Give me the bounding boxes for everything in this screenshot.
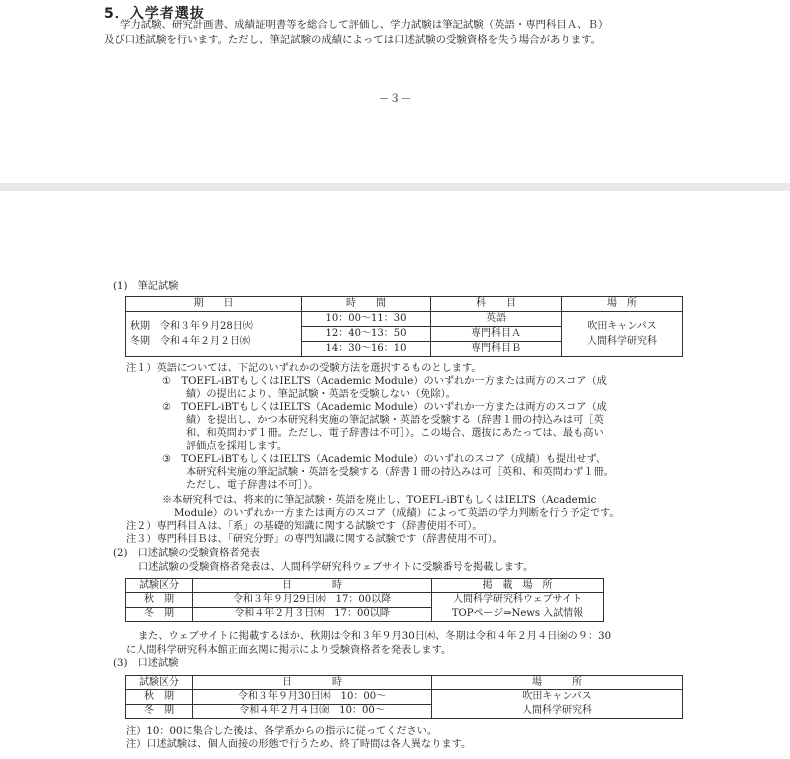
written-exam-table xyxy=(125,296,683,357)
announce-datetime-autumn: 令和３年９月29日㈬ 17：00以降 xyxy=(193,593,432,608)
oral-header-term: 試験区分 xyxy=(126,676,193,690)
place-line-2: 人間科学研究科 xyxy=(587,336,657,347)
note-1-option-1: ① TOEFL-iBTもしくはIELTS（Academic Module）のいずれか一方または両方のスコア（成 xyxy=(162,376,607,387)
announce-header-place: 掲 載 場 所 xyxy=(432,579,604,593)
oral-term-autumn: 秋 期 xyxy=(126,690,193,705)
note-1-remark-cont: Module）のいずれか一方または両方のスコア（成績）によって英語の学力判断を行う予定です。 xyxy=(174,508,620,519)
oral-exam-table xyxy=(125,675,683,719)
place-line-1: 吹田キャンパス xyxy=(587,321,657,332)
announce-after-line-1: また、ウェブサイトに掲載するほか、秋期は令和３年９月30日㈭、冬期は令和４年２月４日㈮の９：30 xyxy=(138,631,612,642)
note-2: 注２）専門科目Ａは、「系」の基礎的知識に関する試験です（辞書使用不可）。 xyxy=(126,521,483,532)
announce-header-datetime: 日 時 xyxy=(193,579,432,593)
oral-place-line-1: 吹田キャンパス xyxy=(522,691,592,702)
header-subject: 科 目 xyxy=(431,297,562,312)
note-3: 注３）専門科目Ｂは、「研究分野」の専門知識に関する試験です（辞書使用不可）。 xyxy=(126,534,503,545)
announce-header-term: 試験区分 xyxy=(126,579,193,593)
intro-line-1: 学力試験、研究計画書、成績証明書等を総合して評価し、学力試験は筆記試験（英語・専門科目Ａ、Ｂ） xyxy=(120,19,609,31)
note-1: 注１）英語については、下記のいずれかの受験方法を選択するものとします。 xyxy=(126,363,482,374)
time-slot-1: 10：00～11：30 xyxy=(302,312,431,327)
note-1-option-2-cont-2: 和、和英問わず１冊。ただし、電子辞書は不可］）。この場合、選抜にあたっては、最も高い xyxy=(186,428,604,439)
oral-header-place: 場 所 xyxy=(432,676,683,690)
note-1-option-2: ② TOEFL-iBTもしくはIELTS（Academic Module）のいずれか一方または両方のスコア（成 xyxy=(162,402,607,413)
page-number: －３－ xyxy=(378,92,412,105)
announce-place-cell xyxy=(432,593,604,622)
subject-1: 英語 xyxy=(431,312,562,327)
announce-place-line-2: TOPページ⇒News 入試情報 xyxy=(451,608,584,619)
section-title: 5．入学者選抜 xyxy=(104,6,205,22)
announce-table xyxy=(125,578,604,622)
oral-place-line-2: 人間科学研究科 xyxy=(522,705,592,716)
header-time: 時 間 xyxy=(302,297,431,312)
note-1-option-3-cont-2: ただし、電子辞書は不可］）。 xyxy=(186,480,319,491)
time-slot-2: 12：40～13：50 xyxy=(302,327,431,342)
intro-line-2: 及び口述試験を行います。ただし、筆記試験の成績によっては口述試験の受験資格を失う場合があります。 xyxy=(104,34,602,46)
current-page xyxy=(0,191,790,759)
exam-dates-cell xyxy=(126,312,302,357)
exam-date-autumn: 秋期 令和３年９月28日㈫ xyxy=(130,321,253,332)
oral-note-2: 注）口述試験は、個人面接の形態で行うため、終了時間は各人異なります。 xyxy=(126,739,472,750)
subject-3: 専門科目Ｂ xyxy=(431,342,562,357)
header-place: 場 所 xyxy=(562,297,683,312)
announce-datetime-winter: 令和４年２月３日㈭ 17：00以降 xyxy=(193,607,432,622)
note-1-remark: ※本研究科では、将来的に筆記試験・英語を廃止し、TOEFL-iBTもしくはIELTS（Academic xyxy=(162,495,597,506)
exam-date-winter: 冬期 令和４年２月２日㈬ xyxy=(130,336,250,347)
subject-2: 専門科目Ａ xyxy=(431,327,562,342)
announce-heading: (2) 口述試験の受験資格者発表 xyxy=(113,548,260,559)
oral-note-1: 注）10：00に集合した後は、各学系からの指示に従ってください。 xyxy=(126,726,438,737)
time-slot-3: 14：30～16：10 xyxy=(302,342,431,357)
page-separator xyxy=(0,183,790,191)
exam-place-cell xyxy=(562,312,683,357)
note-1-option-1-cont: 績）の提出により、筆記試験・英語を受験しない（免除）。 xyxy=(186,389,456,400)
oral-exam-heading: (3) 口述試験 xyxy=(113,658,179,669)
oral-header-datetime: 日 時 xyxy=(193,676,432,690)
announce-term-winter: 冬 期 xyxy=(126,607,193,622)
announce-place-line-1: 人間科学研究科ウェブサイト xyxy=(453,594,582,605)
note-1-option-3: ③ TOEFL-iBTもしくはIELTS（Academic Module）のいずれのスコア（成績）も提出せず、 xyxy=(162,454,607,465)
written-exam-heading: (1) 筆記試験 xyxy=(113,281,179,292)
note-1-option-2-cont-3: 評価点を採用します。 xyxy=(186,441,288,452)
oral-datetime-winter: 令和４年２月４日㈮ 10：00～ xyxy=(193,704,432,719)
note-1-option-2-cont-1: 績）を提出し、かつ本研究科実施の筆記試験・英語を受験する（辞書１冊の持込みは可［英 xyxy=(186,415,604,426)
oral-term-winter: 冬 期 xyxy=(126,704,193,719)
note-1-option-3-cont-1: 本研究科実施の筆記試験・英語を受験する（辞書１冊の持込みは可［英和、和英問わず１冊。 xyxy=(186,467,614,478)
announce-description: 口述試験の受験資格者発表は、人間科学研究科ウェブサイトに受験番号を掲載します。 xyxy=(138,562,534,573)
announce-after-line-2: に人間科学研究科本館正面玄関に掲示により受験資格者を発表します。 xyxy=(126,645,452,656)
previous-page xyxy=(0,0,790,183)
header-date: 期 日 xyxy=(126,297,302,312)
oral-place-cell xyxy=(432,690,683,719)
oral-datetime-autumn: 令和３年９月30日㈭ 10：00～ xyxy=(193,690,432,705)
announce-term-autumn: 秋 期 xyxy=(126,593,193,608)
